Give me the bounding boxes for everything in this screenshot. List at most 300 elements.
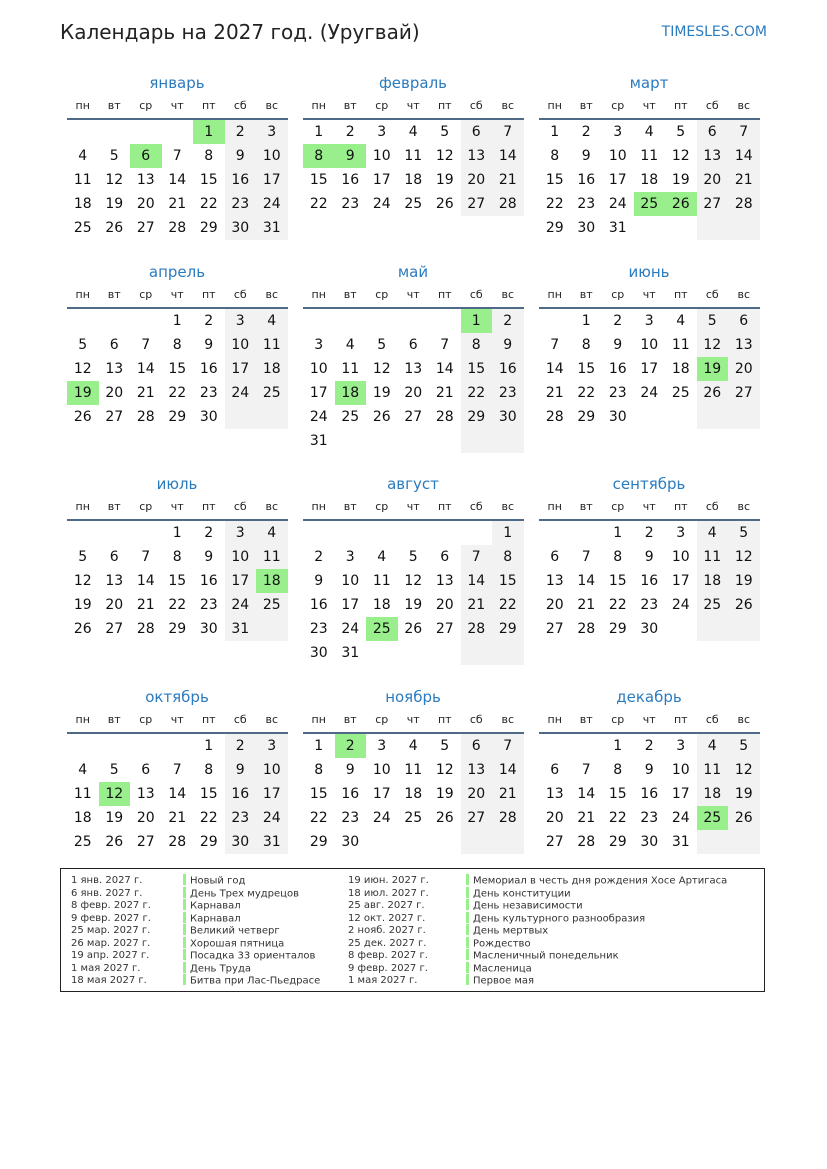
day-cell: 7 [492,120,524,144]
weekday-header: пн [303,495,335,521]
day-cell: 29 [168,409,187,425]
day-cell: 11 [640,148,659,164]
month-12 [539,686,759,854]
day-cell: 1 [314,124,324,140]
day-cell: 24 [225,593,257,617]
day-cell: 6 [109,337,119,353]
day-cell: 5 [728,734,760,758]
day-cell: 14 [577,786,596,802]
day-cell: 12 [697,333,729,357]
month-days-grid [539,283,759,429]
day-cell: 31 [608,220,627,236]
legend-holiday-name [183,950,320,963]
legend-holiday-name [183,900,320,913]
empty-cell [697,216,729,240]
day-cell: 11 [372,573,391,589]
day-cell: 19 [404,597,423,613]
month-days-grid [539,708,759,854]
weekday-header: пт [665,495,697,521]
day-cell: 17 [225,569,257,593]
empty-cell [366,641,398,665]
legend-holiday-name [466,963,727,976]
day-cell: 6 [109,549,119,565]
day-cell: 12 [73,573,92,589]
month-9 [539,473,759,641]
holiday-color-marker [183,962,186,973]
legend-holiday-name [466,938,727,951]
empty-cell [67,734,99,758]
day-cell: 27 [697,192,729,216]
empty-cell [225,405,257,429]
day-cell: 12 [372,361,391,377]
day-cell: 12 [728,545,760,569]
day-cell: 2 [204,313,214,329]
day-cell: 8 [172,549,182,565]
day-cell: 10 [309,361,328,377]
holiday-name-text: День Трех мудрецов [190,888,299,899]
day-cell: 21 [136,597,155,613]
empty-cell [67,309,99,333]
day-cell: 30 [577,220,596,236]
holiday-color-marker [466,899,469,910]
day-cell: 20 [545,597,564,613]
day-cell: 15 [577,361,596,377]
weekday-header: пт [665,708,697,734]
weekday-header: сб [461,283,493,309]
weekday-header: вт [571,94,603,120]
legend-date: 25 дек. 2027 г. [348,937,427,949]
day-cell: 17 [671,573,690,589]
day-cell: 25 [341,409,360,425]
weekday-header: пт [665,283,697,309]
day-cell: 10 [225,545,257,569]
weekday-header: сб [225,495,257,521]
empty-cell [366,309,398,333]
day-cell: 21 [577,810,596,826]
day-cell: 19 [372,385,391,401]
weekday-header: пт [665,94,697,120]
day-cell: 3 [676,525,686,541]
empty-cell [492,641,524,665]
weekday-header: вс [256,94,288,120]
day-cell: 5 [697,309,729,333]
day-cell: 23 [225,806,257,830]
legend-date: 6 янв. 2027 г. [71,887,143,899]
day-cell: 5 [676,124,686,140]
weekday-header: вс [492,708,524,734]
day-cell: 8 [613,549,623,565]
day-cell: 12 [671,148,690,164]
page-title: Календарь на 2027 год. (Уругвай) [60,20,420,44]
day-cell: 20 [728,357,760,381]
empty-cell [99,120,131,144]
weekday-header: пн [303,94,335,120]
day-cell: 14 [492,144,524,168]
day-cell: 6 [141,762,151,778]
day-cell: 4 [676,313,686,329]
day-cell: 26 [728,806,760,830]
legend-names-col-2 [466,875,727,988]
month-8 [303,473,523,665]
month-10 [67,686,287,854]
day-cell: 15 [545,172,564,188]
day-cell: 18 [404,172,423,188]
day-cell: 2 [644,738,654,754]
day-cell: 30 [341,834,360,850]
empty-cell [461,830,493,854]
day-cell: 27 [545,621,564,637]
day-cell: 24 [341,621,360,637]
day-cell: 19 [728,569,760,593]
empty-cell [429,309,461,333]
day-cell: 1 [581,313,591,329]
day-cell: 21 [168,196,187,212]
weekday-header: ср [366,708,398,734]
holiday-name-text: День независимости [473,900,583,912]
weekday-header: сб [225,283,257,309]
site-link[interactable]: TIMESLES.COM [661,24,767,40]
day-cell: 8 [581,337,591,353]
legend-date: 1 мая 2027 г. [348,975,418,986]
day-cell: 26 [697,381,729,405]
weekday-header: пт [429,283,461,309]
empty-cell [665,405,697,429]
day-cell: 11 [73,172,92,188]
legend-dates-col-2 [348,875,429,988]
legend-date: 25 авг. 2027 г. [348,900,425,911]
day-cell: 21 [461,593,493,617]
day-cell: 8 [172,337,182,353]
weekday-header: вт [99,708,131,734]
day-cell: 29 [168,621,187,637]
day-cell: 30 [199,621,218,637]
day-cell: 25 [73,220,92,236]
day-cell: 23 [640,597,659,613]
legend-date: 18 мая 2027 г. [71,975,147,986]
day-cell: 14 [136,573,155,589]
day-cell: 10 [608,148,627,164]
day-cell: 25 [256,381,288,405]
month-name: январь [149,74,205,92]
weekday-header: сб [225,708,257,734]
day-cell: 16 [225,782,257,806]
day-cell: 20 [136,196,155,212]
day-cell: 18 [335,381,367,405]
day-cell: 29 [492,617,524,641]
day-cell: 9 [644,762,654,778]
day-cell: 26 [404,621,423,637]
legend-date: 9 февр. 2027 г. [348,962,428,974]
holiday-color-marker [466,874,469,885]
day-cell: 21 [577,597,596,613]
day-cell: 9 [581,148,591,164]
day-cell: 30 [199,409,218,425]
month-days-grid [67,495,287,641]
day-cell: 10 [372,148,391,164]
day-cell: 8 [492,545,524,569]
day-cell: 28 [435,409,454,425]
empty-cell [130,521,162,545]
empty-cell [130,734,162,758]
empty-cell [728,617,760,641]
empty-cell [461,521,493,545]
holiday-color-marker [466,924,469,935]
day-cell: 5 [440,738,450,754]
day-cell: 23 [225,192,257,216]
holiday-name-text: Рождество [473,938,531,949]
weekday-header: сб [461,708,493,734]
day-cell: 15 [168,573,187,589]
day-cell: 10 [671,762,690,778]
day-cell: 5 [728,521,760,545]
legend-date: 19 июн. 2027 г. [348,875,429,886]
weekday-header: сб [697,708,729,734]
day-cell: 16 [640,573,659,589]
day-cell: 6 [130,144,162,168]
day-cell: 21 [168,810,187,826]
day-cell: 7 [461,545,493,569]
day-cell: 15 [492,569,524,593]
weekday-header: пт [193,495,225,521]
weekday-header: пн [67,283,99,309]
day-cell: 11 [697,545,729,569]
day-cell: 14 [728,144,760,168]
weekday-header: вт [571,495,603,521]
day-cell: 2 [644,525,654,541]
day-cell: 19 [67,381,99,405]
day-cell: 19 [697,357,729,381]
day-cell: 17 [341,597,360,613]
day-cell: 11 [256,333,288,357]
day-cell: 1 [172,313,182,329]
weekday-header: сб [225,94,257,120]
weekday-header: вт [99,495,131,521]
weekday-header: вт [571,283,603,309]
day-cell: 16 [608,361,627,377]
day-cell: 28 [492,806,524,830]
weekday-header: пт [193,94,225,120]
empty-cell [728,830,760,854]
empty-cell [398,641,430,665]
day-cell: 29 [309,834,328,850]
month-days-grid [539,94,759,240]
day-cell: 13 [461,144,493,168]
day-cell: 26 [372,409,391,425]
day-cell: 29 [545,220,564,236]
day-cell: 22 [461,381,493,405]
weekday-header: вс [256,283,288,309]
day-cell: 25 [73,834,92,850]
legend-date: 19 апр. 2027 г. [71,950,150,961]
holiday-legend [60,868,765,992]
day-cell: 8 [303,144,335,168]
day-cell: 17 [372,172,391,188]
weekday-header: чт [634,94,666,120]
empty-cell [162,120,194,144]
holiday-name-text: Великий четверг [190,925,280,937]
day-cell: 21 [136,385,155,401]
day-cell: 31 [225,617,257,641]
day-cell: 13 [435,573,454,589]
legend-holiday-name [466,975,727,988]
day-cell: 13 [105,361,124,377]
day-cell: 24 [256,192,288,216]
empty-cell [130,309,162,333]
day-cell: 24 [309,409,328,425]
day-cell: 24 [372,810,391,826]
holiday-name-text: Посадка 33 ориенталов [190,950,316,962]
empty-cell [571,521,603,545]
day-cell: 17 [256,782,288,806]
day-cell: 15 [199,786,218,802]
weekday-header: чт [634,495,666,521]
day-cell: 26 [435,196,454,212]
day-cell: 16 [341,786,360,802]
day-cell: 19 [728,782,760,806]
holiday-color-marker [183,912,186,923]
legend-date: 9 февр. 2027 г. [71,912,151,924]
holiday-color-marker [466,949,469,960]
day-cell: 18 [73,810,92,826]
day-cell: 20 [461,168,493,192]
day-cell: 23 [341,196,360,212]
day-cell: 27 [435,621,454,637]
empty-cell [303,521,335,545]
day-cell: 18 [697,782,729,806]
weekday-header: пт [429,94,461,120]
holiday-color-marker [183,974,186,985]
day-cell: 12 [99,782,131,806]
empty-cell [162,734,194,758]
day-cell: 2 [314,549,324,565]
empty-cell [539,521,571,545]
day-cell: 12 [404,573,423,589]
month-days-grid [67,708,287,854]
empty-cell [429,429,461,453]
day-cell: 3 [225,309,257,333]
day-cell: 5 [440,124,450,140]
holiday-color-marker [466,937,469,948]
empty-cell [256,405,288,429]
day-cell: 5 [408,549,418,565]
month-7 [67,473,287,641]
weekday-header: пн [303,708,335,734]
weekday-header: чт [398,94,430,120]
empty-cell [728,405,760,429]
month-6 [539,261,759,429]
empty-cell [429,830,461,854]
weekday-header: сб [697,495,729,521]
day-cell: 2 [613,313,623,329]
day-cell: 1 [314,738,324,754]
month-days-grid [67,94,287,240]
month-1 [67,72,287,240]
day-cell: 3 [676,738,686,754]
day-cell: 18 [372,597,391,613]
empty-cell [335,309,367,333]
day-cell: 10 [256,758,288,782]
day-cell: 12 [435,762,454,778]
day-cell: 25 [634,192,666,216]
day-cell: 10 [256,144,288,168]
day-cell: 17 [640,361,659,377]
day-cell: 31 [671,834,690,850]
weekday-header: ср [366,94,398,120]
day-cell: 18 [256,357,288,381]
day-cell: 22 [199,810,218,826]
empty-cell [492,830,524,854]
empty-cell [335,429,367,453]
holiday-name-text: Мемориал в честь дня рождения Хосе Артигаса [473,875,728,887]
holiday-color-marker [466,887,469,898]
day-cell: 30 [225,216,257,240]
empty-cell [697,405,729,429]
empty-cell [728,216,760,240]
month-name: ноябрь [385,688,441,706]
day-cell: 30 [640,621,659,637]
day-cell: 23 [309,621,328,637]
holiday-color-marker [183,937,186,948]
day-cell: 3 [345,549,355,565]
day-cell: 17 [372,786,391,802]
day-cell: 25 [256,593,288,617]
day-cell: 13 [545,786,564,802]
day-cell: 16 [492,357,524,381]
day-cell: 27 [136,220,155,236]
weekday-header: вс [492,94,524,120]
day-cell: 1 [613,738,623,754]
day-cell: 28 [577,621,596,637]
empty-cell [571,734,603,758]
holiday-name-text: Первое мая [473,975,535,987]
day-cell: 22 [492,593,524,617]
day-cell: 7 [172,762,182,778]
day-cell: 12 [105,172,124,188]
legend-date: 8 февр. 2027 г. [348,950,428,961]
day-cell: 9 [204,337,214,353]
legend-holiday-name [183,938,320,951]
day-cell: 28 [136,409,155,425]
day-cell: 16 [309,597,328,613]
day-cell: 4 [256,309,288,333]
day-cell: 8 [314,762,324,778]
day-cell: 25 [697,593,729,617]
empty-cell [429,641,461,665]
day-cell: 24 [256,806,288,830]
day-cell: 27 [461,806,493,830]
empty-cell [539,734,571,758]
legend-date: 26 мар. 2027 г. [71,937,151,949]
weekday-header: сб [461,495,493,521]
legend-holiday-name [183,963,320,976]
legend-holiday-name [183,913,320,926]
weekday-header: ср [130,708,162,734]
day-cell: 22 [577,385,596,401]
day-cell: 31 [256,830,288,854]
day-cell: 14 [168,172,187,188]
legend-holiday-name [183,975,320,988]
legend-date: 2 нояб. 2027 г. [348,925,426,936]
day-cell: 8 [204,762,214,778]
day-cell: 30 [608,409,627,425]
weekday-header: пт [429,708,461,734]
day-cell: 20 [404,385,423,401]
day-cell: 4 [345,337,355,353]
day-cell: 28 [461,617,493,641]
day-cell: 29 [199,834,218,850]
day-cell: 22 [545,196,564,212]
day-cell: 23 [492,381,524,405]
